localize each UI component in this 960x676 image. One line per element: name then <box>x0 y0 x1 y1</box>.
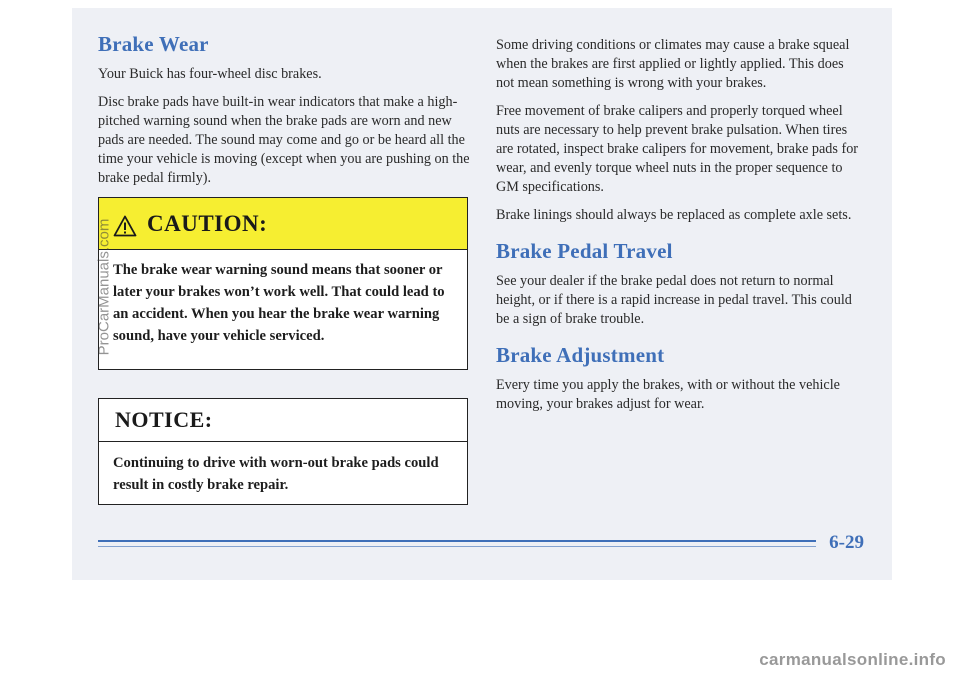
brake-adjustment-heading: Brake Adjustment <box>496 343 665 367</box>
footer-rule-thin <box>98 546 816 547</box>
wear-indicator-paragraph: Disc brake pads have built-in wear indicators that make a high-pitched warning sound when the brake pads are worn and new pads are needed. The sound may come and go or be heard all the time your vehicle is moving (except when you are pushing on the brake pedal firmly). <box>98 94 470 186</box>
footer-rule <box>98 540 816 542</box>
page-number: 6-29 <box>829 532 864 553</box>
caution-header <box>99 198 467 250</box>
left-column <box>98 32 470 197</box>
pedal-travel-paragraph: See your dealer if the brake pedal does not return to normal height, or if there is a rapid increase in pedal travel. This could be a sign of brake trouble. <box>496 273 852 327</box>
site-footer-link[interactable]: carmanualsonline.info <box>759 650 946 669</box>
brake-pedal-travel-heading: Brake Pedal Travel <box>496 239 673 263</box>
watermark-text: ProCarManuals.com <box>95 218 113 356</box>
warning-triangle-icon <box>113 215 137 237</box>
caliper-paragraph: Free movement of brake calipers and properly torqued wheel nuts are necessary to help prevent brake pulsation. When tires are rotated, inspect brake calipers for movement, brake pads for wear, and evenly torque wheel nuts in the proper sequence to GM specifications. <box>496 103 859 195</box>
right-column <box>496 36 861 423</box>
notice-box <box>98 398 468 505</box>
caution-text: The brake wear warning sound means that sooner or later your brakes won’t work well. That could lead to an accident. When you hear the brake wear warning sound, have your vehicle serviced. <box>113 262 445 344</box>
caution-title: CAUTION: <box>147 210 268 236</box>
linings-paragraph: Brake linings should always be replaced as complete axle sets. <box>496 207 852 223</box>
watermark <box>92 172 114 402</box>
brake-wear-heading: Brake Wear <box>98 32 209 56</box>
notice-text: Continuing to drive with worn-out brake pads could result in costly brake repair. <box>113 455 439 493</box>
notice-header <box>99 399 467 442</box>
adjustment-paragraph: Every time you apply the brakes, with or without the vehicle moving, your brakes adjust for wear. <box>496 377 840 412</box>
caution-box <box>95 197 468 370</box>
brake-squeal-paragraph: Some driving conditions or climates may cause a brake squeal when the brakes are first applied or lightly applied. This does not mean something is wrong with your brakes. <box>496 37 850 91</box>
intro-paragraph: Your Buick has four-wheel disc brakes. <box>98 66 322 82</box>
notice-title: NOTICE: <box>115 407 213 432</box>
